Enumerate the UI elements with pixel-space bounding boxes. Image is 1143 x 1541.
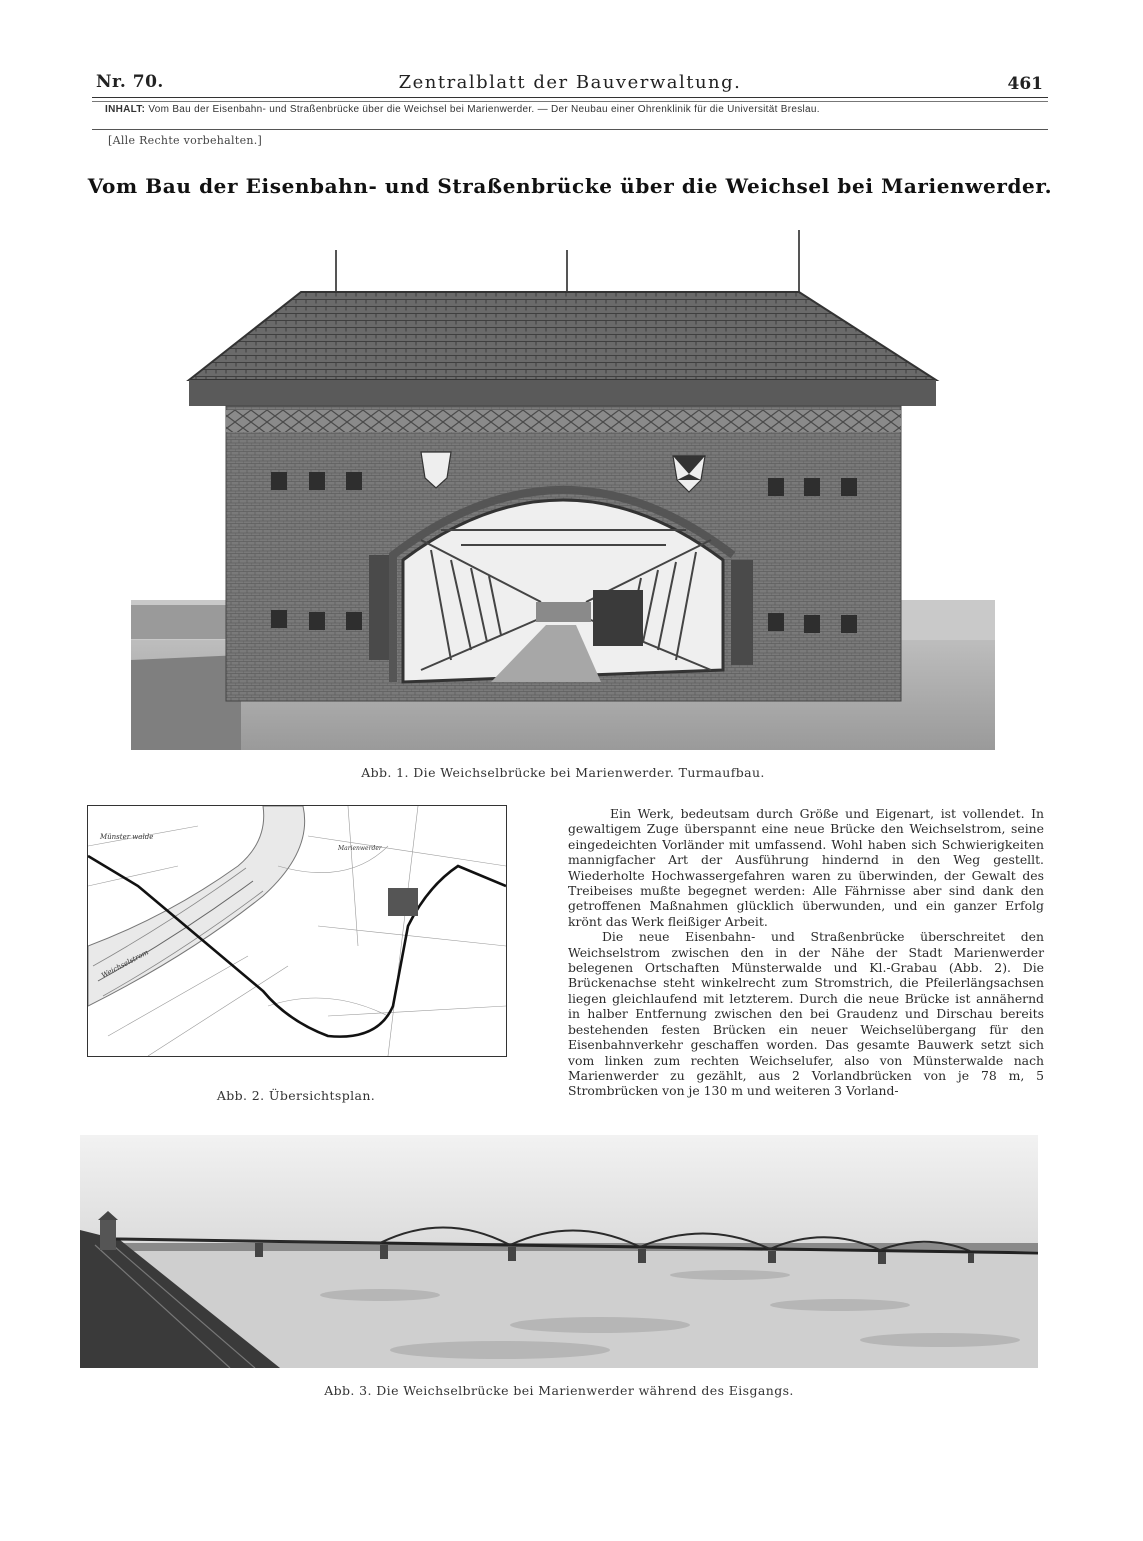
bridge-ice-drift-illustration [80,1135,1038,1368]
figure-1-photo [131,230,995,750]
map-label-marienwerder: Marienwerder [338,845,382,852]
body-paragraph-1: Ein Werk, bedeutsam durch Größe und Eigenart, ist vollendet. In gewaltigem Zuge überspannt eine neue Brücke den Weichselstrom, seine eingedeichten Vorländer mit umfassend. Wohl haben sich Schwierigkeiten mannigfacher Art der Ausführung hindernd in den Weg gestellt. Wiederholte Hochwassergefahren waren zu überwinden, der Gewalt des Treibeises mußte begegnet werden: Alle Fährnisse aber sind dank den getroffenen Maßnahmen glücklich überwunden, und ein ganzer Erfolg krönt das Werk fleißiger Arbeit. [568,806,1044,929]
figure-2-map [87,805,507,1057]
article-body [568,806,1044,1099]
page-number: 461 [1007,74,1043,94]
rights-notice: [Alle Rechte vorbehalten.] [108,134,263,147]
bridge-tower-illustration [131,230,995,750]
table-of-contents [105,104,1045,115]
article-title: Vom Bau der Eisenbahn- und Straßenbrücke über die Weichsel bei Marienwerder. [87,174,1053,198]
issue-number: Nr. 70. [96,72,164,92]
body-paragraph-2: Die neue Eisenbahn- und Straßenbrücke überschreitet den Weichselstrom zwischen den in der Nähe der Stadt Marienwerder belegenen Ortschaften Münsterwalde und Kl.-Grabau (Abb. 2). Die Brückenachse steht winkelrecht zum Stromstrich, die Pfeilerlängsachsen liegen gleichlaufend mit letzterem. Durch die neue Brücke ist annähernd in halber Entfernung zwischen den bei Graudenz und Dirschau bereits bestehenden festen Brücken ein neuer Weichselübergang für den Eisenbahnverkehr geschaffen worden. Das gesamte Bauwerk setzt sich vom linken zum rechten Weichselufer, also von Münsterwalde nach Marienwerder zu gezählt, aus 2 Vorlandbrücken von je 78 m, 5 Strombrücken von je 130 m und weiteren 3 Vorland- [568,929,1044,1099]
map-label-weichselstrom: Weichselstrom [100,948,150,980]
figure-2-caption: Abb. 2. Übersichtsplan. [216,1088,376,1103]
contents-text: Vom Bau der Eisenbahn- und Straßenbrücke über die Weichsel bei Marienwerder. — Der Neubau einer Ohrenklinik für die Universität Breslau. [148,104,820,115]
header-rule [92,97,1048,98]
journal-title: Zentralblatt der Bauverwaltung. [398,72,742,93]
header-rule-thin [92,101,1048,102]
contents-label: INHALT: [105,104,146,115]
contents-rule [92,129,1048,130]
overview-map-illustration [88,806,506,1056]
figure-3-caption: Abb. 3. Die Weichselbrücke bei Marienwerder während des Eisgangs. [324,1383,794,1398]
figure-3-photo [80,1135,1038,1368]
figure-1-caption: Abb. 1. Die Weichselbrücke bei Marienwerder. Turmaufbau. [361,765,765,780]
map-label-muensterwalde: Münster walde [100,833,154,841]
